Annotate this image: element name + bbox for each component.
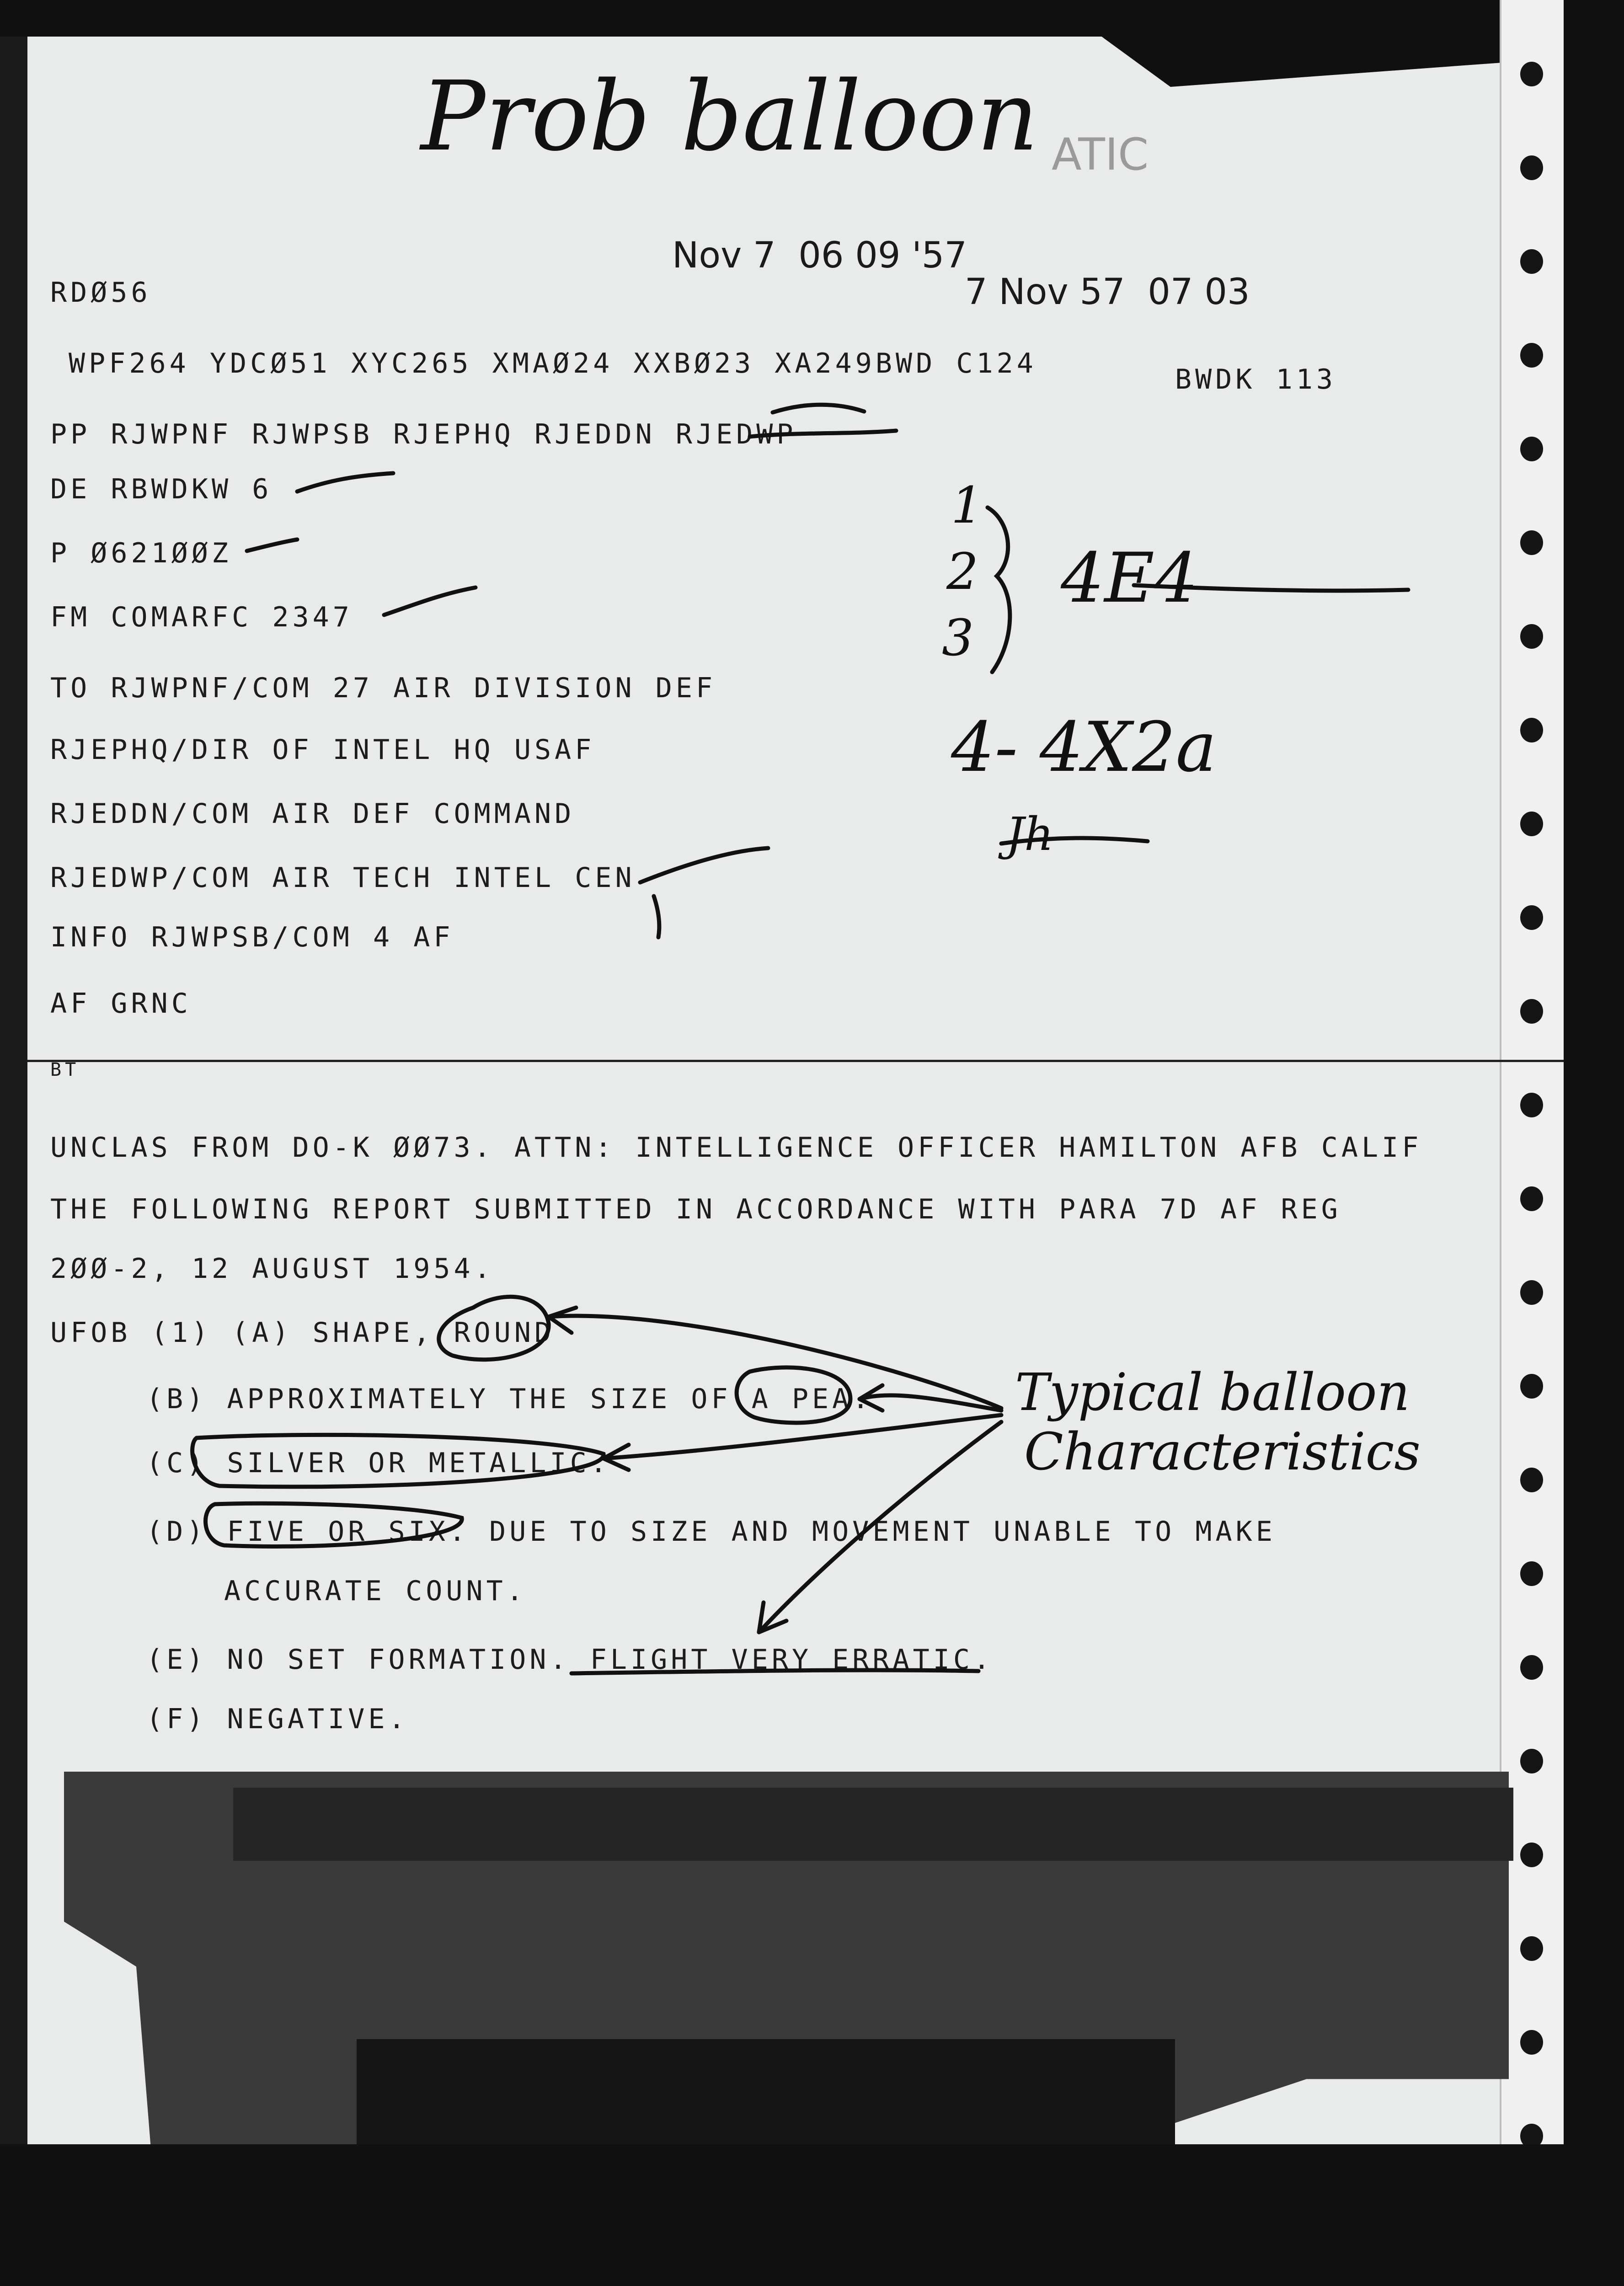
item-d: (D) FIVE OR SIX. DUE TO SIZE AND MOVEMENT UNABLE TO MAKE [146,1516,1276,1548]
priority-line: PP RJWPNF RJWPSB RJEPHQ RJEDDN RJEDWP [50,418,797,450]
handwritten-title: Prob balloon [421,60,1039,172]
item-a: UFOB (1) (A) SHAPE, ROUND [50,1317,555,1349]
bt-line: BT [50,1059,80,1080]
channel-line: WPF264 YDCØ51 XYC265 XMAØ24 XXBØ23 XA249BWD C124 [69,347,1037,379]
handwritten-tally-2: 2 [946,542,978,601]
handwritten-tally-1: 1 [951,476,983,534]
body-line-1: UNCLAS FROM DO-K ØØ73. ATTN: INTELLIGENCE OFFICER HAMILTON AFB CALIF [50,1132,1422,1164]
atic-stamp: ATIC [1052,129,1149,180]
af-line: AF GRNC [50,988,192,1020]
body-line-2: THE FOLLOWING REPORT SUBMITTED IN ACCORDANCE WITH PARA 7D AF REG [50,1193,1341,1225]
address-line-2: RJEDDN/COM AIR DEF COMMAND [50,798,575,830]
item-c: (C) SILVER OR METALLIC. [146,1447,610,1479]
handwritten-initials: Jh [1006,807,1054,861]
received-stamp-1: Nov 7 06 09 '57 [672,235,967,276]
de-line: DE RBWDKW 6 [50,473,272,505]
handwritten-annotation-1: Typical balloon [1015,1363,1410,1422]
received-stamp-2: 7 Nov 57 07 03 [965,272,1250,313]
tape-band [233,1788,1513,1861]
tape-bar [357,2039,1175,2144]
handwritten-tally-3: 3 [942,609,974,667]
info-line: INFO RJWPSB/COM 4 AF [50,921,454,953]
handwritten-annotation-2: Characteristics [1024,1422,1421,1482]
item-d-continued: ACCURATE COUNT. [224,1575,527,1607]
address-line-1: RJEPHQ/DIR OF INTEL HQ USAF [50,734,595,766]
item-f: (F) NEGATIVE. [146,1703,409,1735]
fm-line: FM COMARFC 2347 [50,601,353,633]
channel-ref: BWDK 113 [1175,363,1336,395]
routing-id: RDØ56 [50,277,151,309]
address-line-3: RJEDWP/COM AIR TECH INTEL CEN [50,862,636,894]
body-line-3: 2ØØ-2, 12 AUGUST 1954. [50,1253,494,1285]
item-b: (B) APPROXIMATELY THE SIZE OF A PEA. [146,1383,873,1415]
handwritten-code-1: 4E4 [1061,539,1198,618]
handwritten-code-2: 4- 4X2a [951,708,1217,787]
to-line: TO RJWPNF/COM 27 AIR DIVISION DEF [50,672,716,704]
scan-bottom-edge [0,2144,1624,2286]
p-line: P Ø621ØØZ [50,537,232,569]
item-e: (E) NO SET FORMATION. FLIGHT VERY ERRATIC. [146,1644,994,1676]
